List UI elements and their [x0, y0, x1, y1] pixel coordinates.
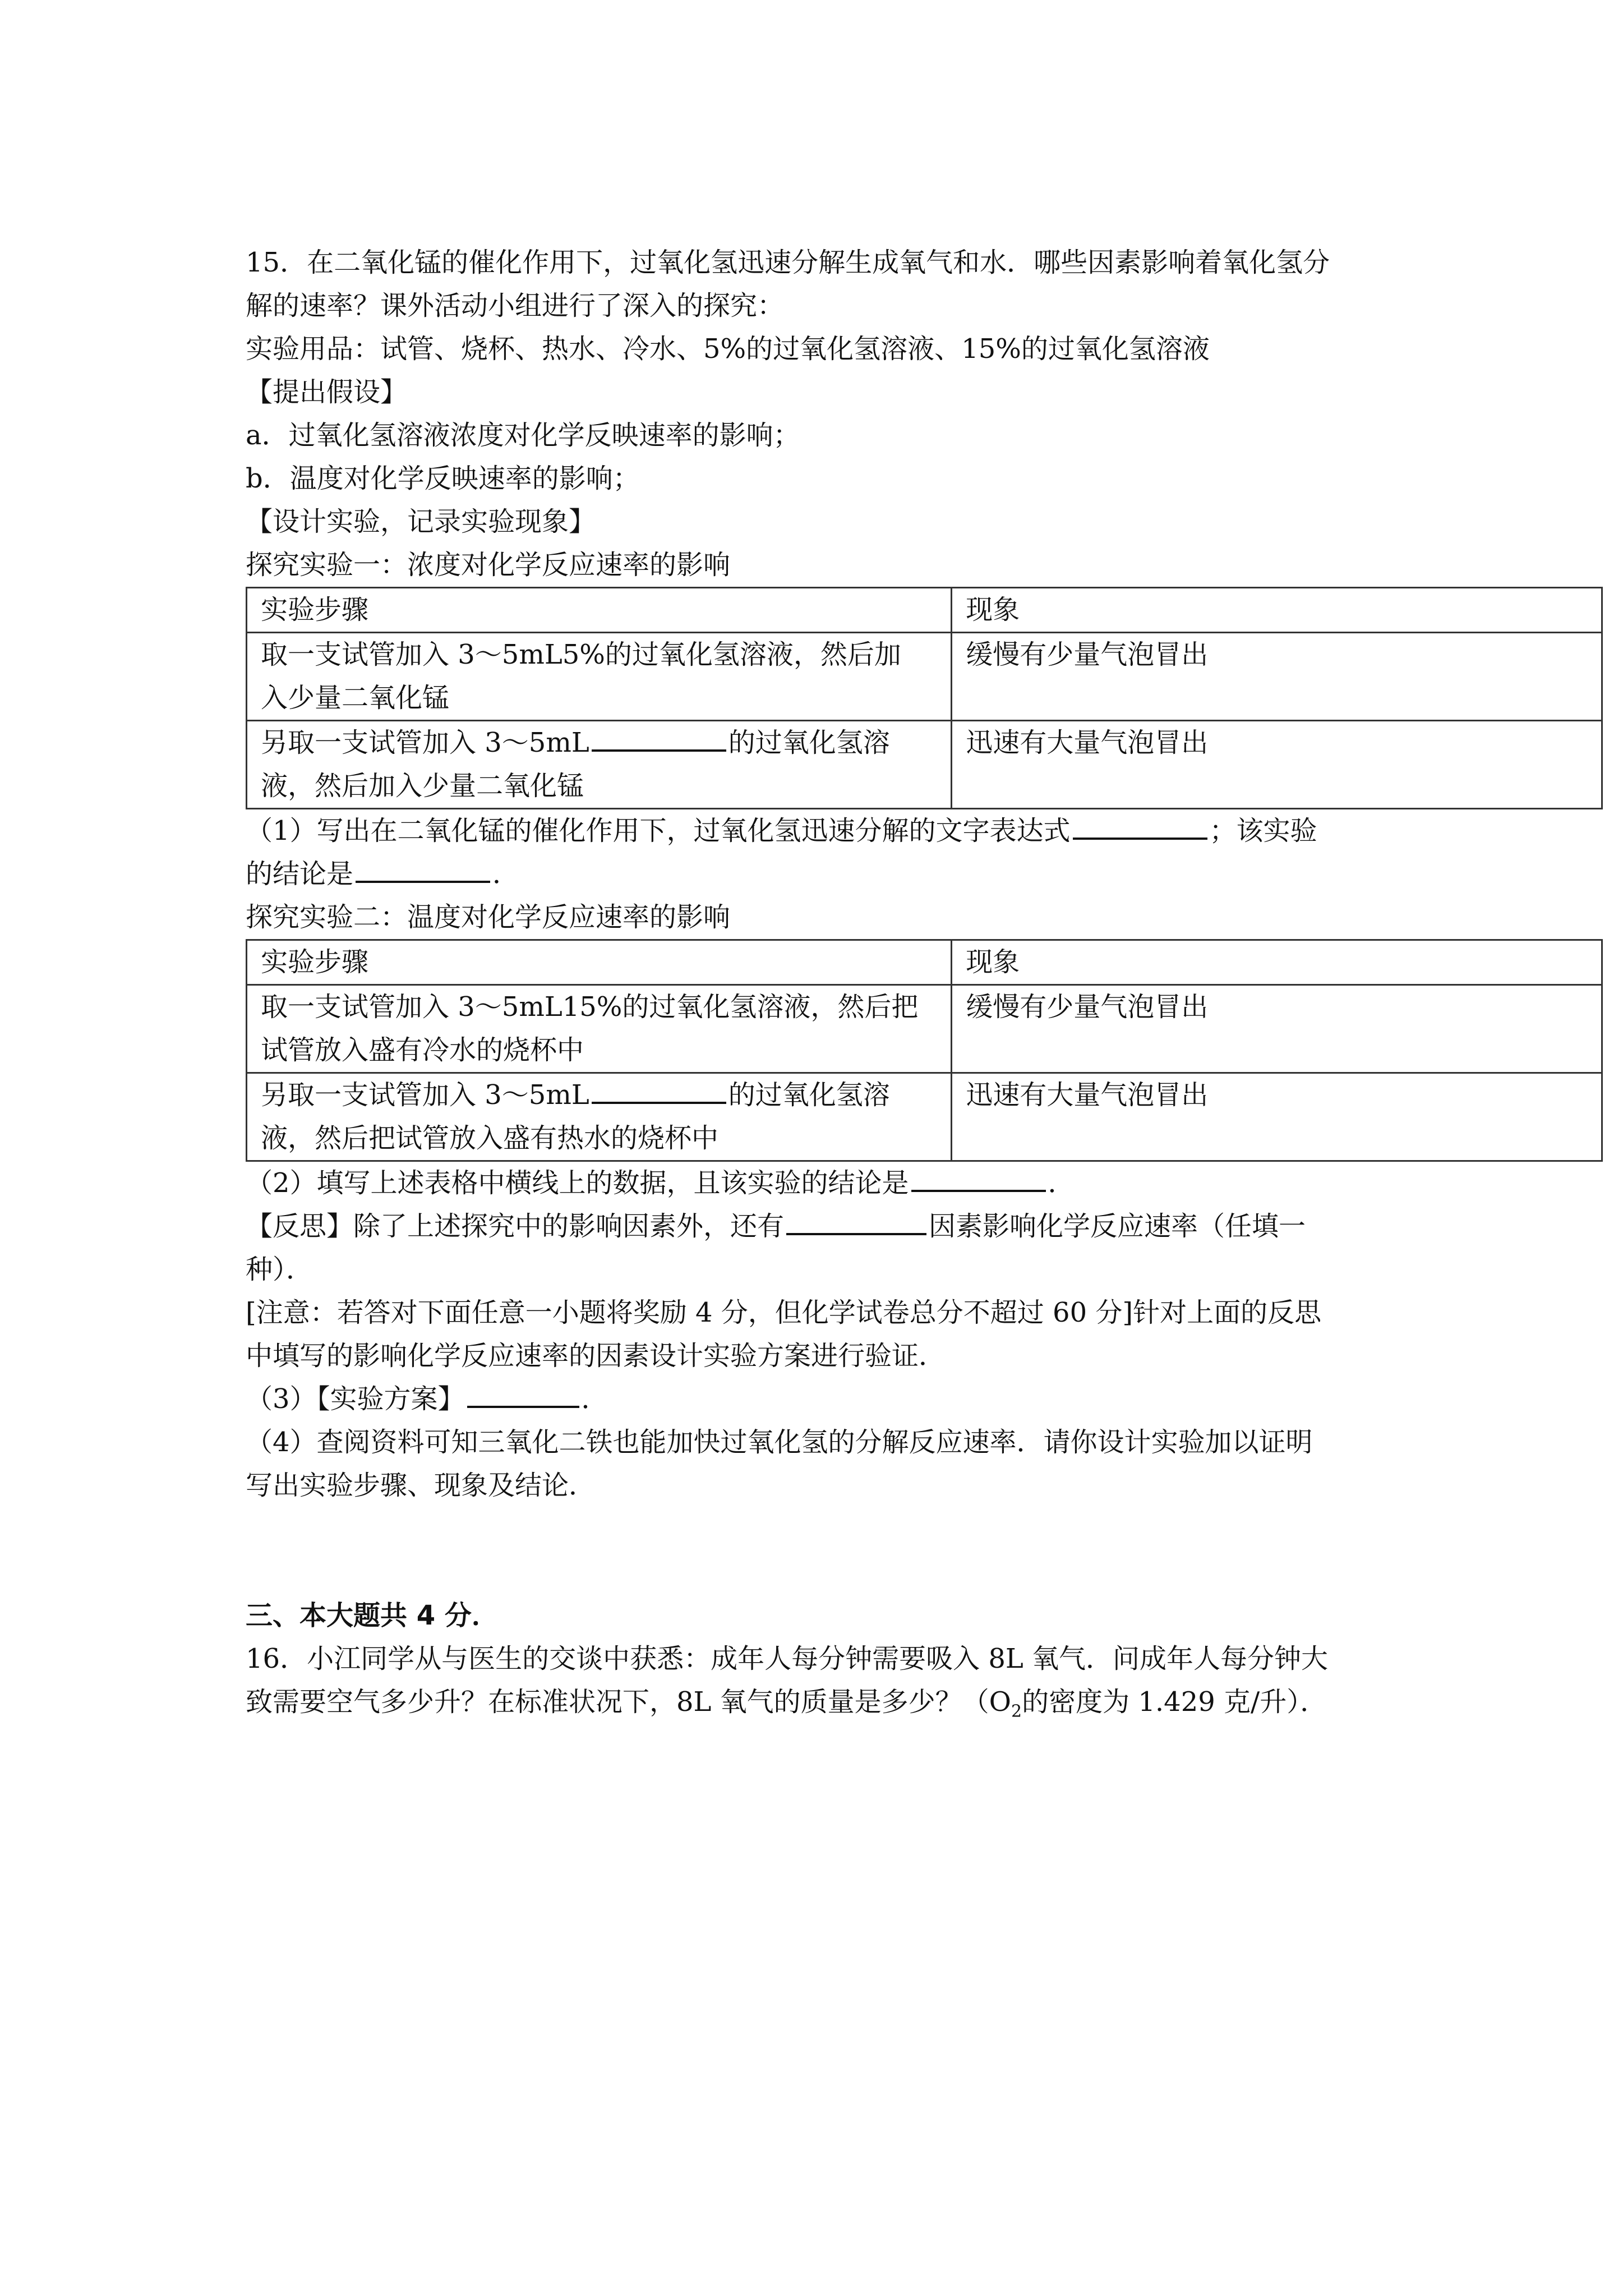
- phenomenon-cell: 缓慢有少量气泡冒出: [952, 985, 1602, 1073]
- q3-text: （3）【实验方案】: [246, 1383, 465, 1415]
- materials-line: 实验用品：试管、烧杯、热水、冷水、5%的过氧化氢溶液、15%的过氧化氢溶液: [246, 333, 1210, 365]
- answer-blank[interactable]: [786, 1208, 926, 1235]
- header-steps: 实验步骤: [247, 940, 952, 985]
- q1-text: ．: [492, 858, 520, 890]
- answer-blank[interactable]: [467, 1381, 579, 1408]
- q15-intro-line1: 15．在二氧化锰的催化作用下，过氧化氢迅速分解生成氧气和水．哪些因素影响着氧化氢分: [246, 247, 1330, 278]
- answer-blank[interactable]: [592, 725, 726, 752]
- q3-line: [246, 1378, 1603, 1421]
- section3-title: 三、本大题共 4 分．: [246, 1600, 499, 1631]
- answer-blank[interactable]: [1073, 813, 1207, 840]
- step-text: 取一支试管加入 3～5mL15%的过氧化氢溶液，然后把: [261, 991, 919, 1023]
- reflection-text: 【反思】除了上述探究中的影响因素外，还有: [246, 1211, 785, 1242]
- q1-text: （1）写出在二氧化锰的催化作用下，过氧化氢迅速分解的文字表达式: [246, 815, 1071, 846]
- step-cell: [247, 633, 952, 721]
- experiment2-table: [246, 939, 1603, 1162]
- step-text: 液，然后加入少量二氧化锰: [261, 770, 584, 802]
- note-line1: [注意：若答对下面任意一小题将奖励 4 分，但化学试卷总分不超过 60 分]针对上面的反思: [246, 1297, 1322, 1328]
- header-phenomenon: 现象: [952, 940, 1602, 985]
- step-cell: [247, 985, 952, 1073]
- experiment2-title: 探究实验二：温度对化学反应速率的影响: [246, 901, 731, 933]
- q2-line: [246, 1162, 1603, 1205]
- hypothesis-a: a．过氧化氢溶液浓度对化学反映速率的影响；: [246, 420, 800, 451]
- q3-text: ．: [581, 1383, 608, 1415]
- q2-text: ．: [1048, 1167, 1075, 1199]
- reflection-line2: 种）．: [246, 1254, 313, 1285]
- phenomenon-cell: 迅速有大量气泡冒出: [952, 1073, 1602, 1161]
- step-text-line: [261, 1074, 937, 1117]
- q16-text: 致需要空气多少升？在标准状况下，8L 氧气的质量是多少？（O: [246, 1686, 1012, 1718]
- header-phenomenon: 现象: [952, 588, 1602, 633]
- q15-intro-line2: 解的速率？课外活动小组进行了深入的探究：: [246, 290, 785, 321]
- step-text: 的过氧化氢溶: [728, 727, 890, 758]
- q1-text: ；该实验: [1209, 815, 1317, 846]
- step-text: 另取一支试管加入 3～5mL: [261, 727, 589, 758]
- phenomenon-cell: 迅速有大量气泡冒出: [952, 721, 1602, 809]
- step-text: 液，然后把试管放入盛有热水的烧杯中: [261, 1122, 719, 1154]
- table-row: [247, 985, 1602, 1073]
- q16-line1: 16．小江同学从与医生的交谈中获悉：成年人每分钟需要吸入 8L 氧气．问成年人每分钟大: [246, 1643, 1329, 1674]
- q1-line1: [246, 809, 1603, 853]
- q4-line1: （4）查阅资料可知三氧化二铁也能加快过氧化氢的分解反应速率．请你设计实验加以证明: [246, 1427, 1313, 1458]
- step-cell: [247, 721, 952, 809]
- reflection-text: 因素影响化学反应速率（任填一: [929, 1211, 1306, 1242]
- q2-text: （2）填写上述表格中横线上的数据，且该实验的结论是: [246, 1167, 909, 1199]
- experiment1-table: [246, 587, 1603, 809]
- section-spacer: [246, 1507, 1603, 1594]
- subscript: 2: [1011, 1701, 1022, 1722]
- q16-line2: [246, 1681, 1603, 1733]
- step-text-line: [261, 721, 937, 765]
- question-content: [246, 241, 1603, 1733]
- q1-line2: [246, 853, 1603, 896]
- reflection-line1: [246, 1205, 1603, 1248]
- q4-line2: 写出实验步骤、现象及结论．: [246, 1470, 596, 1501]
- note-line2: 中填写的影响化学反应速率的因素设计实验方案进行验证．: [246, 1340, 946, 1372]
- phenomenon-cell: 缓慢有少量气泡冒出: [952, 633, 1602, 721]
- answer-blank[interactable]: [911, 1165, 1046, 1192]
- step-text: 另取一支试管加入 3～5mL: [261, 1079, 589, 1111]
- hypothesis-heading: 【提出假设】: [246, 376, 408, 408]
- table-row: [247, 721, 1602, 809]
- step-text: 的过氧化氢溶: [728, 1079, 890, 1111]
- header-steps: 实验步骤: [247, 588, 952, 633]
- design-heading: 【设计实验，记录实验现象】: [246, 506, 596, 537]
- table-row: [247, 1073, 1602, 1161]
- answer-blank[interactable]: [356, 856, 490, 883]
- step-text: 取一支试管加入 3～5mL5%的过氧化氢溶液，然后加: [261, 639, 901, 670]
- q1-text: 的结论是: [246, 858, 354, 890]
- hypothesis-b: b．温度对化学反映速率的影响；: [246, 463, 640, 494]
- table-header-row: [247, 588, 1602, 633]
- step-cell: [247, 1073, 952, 1161]
- q16-text: 的密度为 1.429 克/升）．: [1022, 1686, 1327, 1718]
- table-header-row: [247, 940, 1602, 985]
- answer-blank[interactable]: [592, 1077, 726, 1104]
- table-row: [247, 633, 1602, 721]
- step-text: 试管放入盛有冷水的烧杯中: [261, 1034, 584, 1066]
- experiment1-title: 探究实验一：浓度对化学反应速率的影响: [246, 549, 731, 581]
- step-text: 入少量二氧化锰: [261, 682, 450, 714]
